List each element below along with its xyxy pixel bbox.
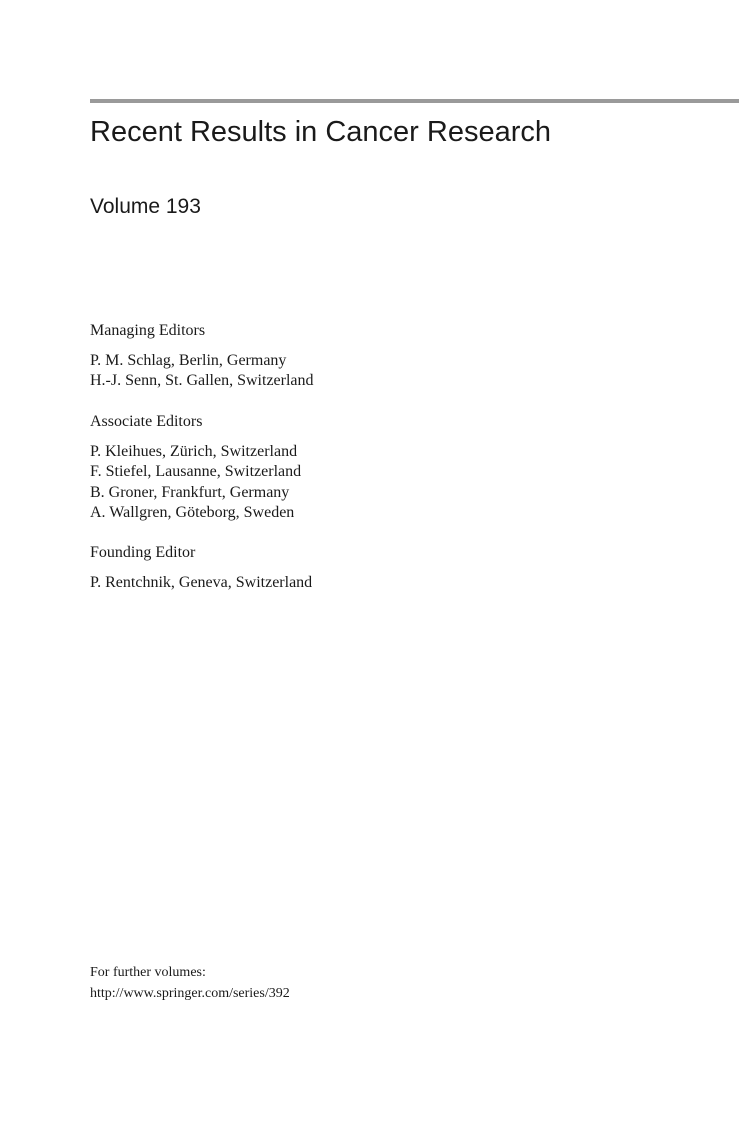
- section-heading: Managing Editors: [90, 322, 206, 339]
- editor-entry: A. Wallgren, Göteborg, Sweden: [90, 504, 295, 521]
- associate-editors-section: [90, 412, 301, 524]
- series-url: http://www.springer.com/series/392: [90, 985, 290, 1001]
- series-title: Recent Results in Cancer Research: [90, 116, 551, 148]
- further-volumes-note: [90, 963, 290, 1004]
- editor-entry: H.-J. Senn, St. Gallen, Switzerland: [90, 372, 314, 389]
- section-heading: Founding Editor: [90, 544, 196, 561]
- editor-entry: P. Kleihues, Zürich, Switzerland: [90, 442, 298, 460]
- further-volumes-label: For further volumes:: [90, 965, 206, 980]
- editor-entry: P. M. Schlag, Berlin, Germany: [90, 351, 287, 369]
- managing-editors-section: [90, 321, 314, 392]
- editor-entry: P. Rentchnik, Geneva, Switzerland: [90, 573, 313, 591]
- editor-entry: F. Stiefel, Lausanne, Switzerland: [90, 463, 302, 480]
- founding-editor-section: [90, 543, 312, 593]
- header-rule: [90, 99, 739, 103]
- section-heading: Associate Editors: [90, 413, 203, 430]
- editor-entry: B. Groner, Frankfurt, Germany: [90, 483, 290, 501]
- volume-number: Volume 193: [90, 195, 201, 218]
